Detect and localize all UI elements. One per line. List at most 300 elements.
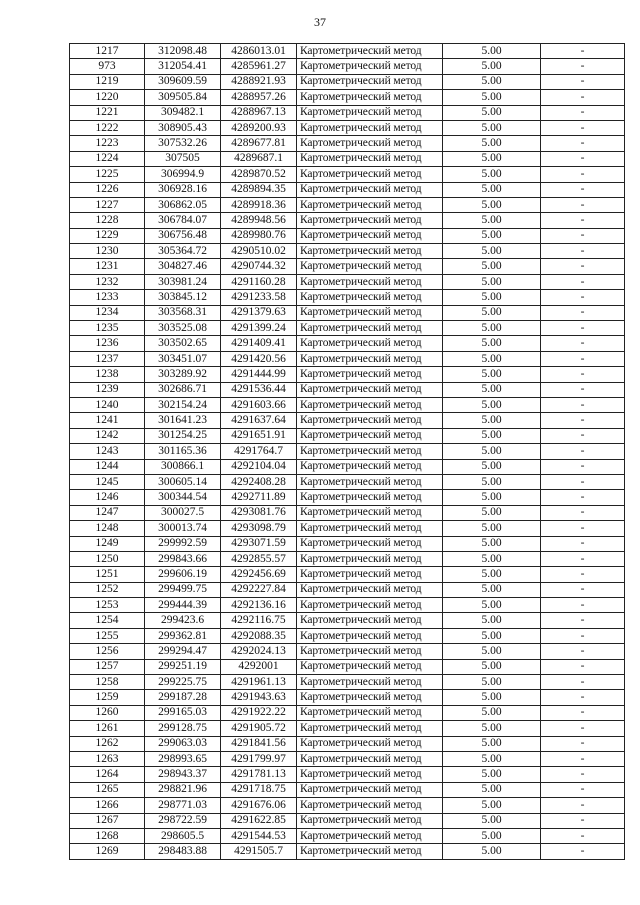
description-cell: - (541, 367, 625, 382)
point-number-cell: 1258 (70, 675, 145, 690)
method-cell: Картометрический метод (297, 382, 443, 397)
x-coordinate-cell: 298771.03 (145, 798, 221, 813)
table-row (70, 290, 625, 305)
x-coordinate-cell: 309482.1 (145, 105, 221, 120)
accuracy-cell: 5.00 (443, 675, 541, 690)
y-coordinate-cell: 4290510.02 (221, 244, 297, 259)
point-number-cell: 1247 (70, 505, 145, 520)
y-coordinate-cell: 4289948.56 (221, 213, 297, 228)
method-cell: Картометрический метод (297, 305, 443, 320)
accuracy-cell: 5.00 (443, 798, 541, 813)
x-coordinate-cell: 307532.26 (145, 136, 221, 151)
y-coordinate-cell: 4291922.22 (221, 705, 297, 720)
point-number-cell: 1235 (70, 321, 145, 336)
method-cell: Картометрический метод (297, 290, 443, 305)
point-number-cell: 1243 (70, 444, 145, 459)
method-cell: Картометрический метод (297, 782, 443, 797)
y-coordinate-cell: 4293071.59 (221, 536, 297, 551)
accuracy-cell: 5.00 (443, 74, 541, 89)
y-coordinate-cell: 4292456.69 (221, 567, 297, 582)
x-coordinate-cell: 300866.1 (145, 459, 221, 474)
method-cell: Картометрический метод (297, 598, 443, 613)
y-coordinate-cell: 4291718.75 (221, 782, 297, 797)
table-row (70, 551, 625, 566)
accuracy-cell: 5.00 (443, 167, 541, 182)
accuracy-cell: 5.00 (443, 182, 541, 197)
point-number-cell: 1242 (70, 428, 145, 443)
point-number-cell: 1250 (70, 551, 145, 566)
description-cell: - (541, 136, 625, 151)
method-cell: Картометрический метод (297, 428, 443, 443)
method-cell: Картометрический метод (297, 751, 443, 766)
table-row (70, 521, 625, 536)
y-coordinate-cell: 4291399.24 (221, 321, 297, 336)
point-number-cell: 973 (70, 59, 145, 74)
table-row (70, 59, 625, 74)
table-row (70, 567, 625, 582)
description-cell: - (541, 274, 625, 289)
y-coordinate-cell: 4291160.28 (221, 274, 297, 289)
accuracy-cell: 5.00 (443, 536, 541, 551)
point-number-cell: 1236 (70, 336, 145, 351)
y-coordinate-cell: 4291233.58 (221, 290, 297, 305)
description-cell: - (541, 213, 625, 228)
point-number-cell: 1255 (70, 628, 145, 643)
description-cell: - (541, 151, 625, 166)
accuracy-cell: 5.00 (443, 490, 541, 505)
x-coordinate-cell: 306994.9 (145, 167, 221, 182)
accuracy-cell: 5.00 (443, 105, 541, 120)
y-coordinate-cell: 4291603.66 (221, 397, 297, 412)
description-cell: - (541, 598, 625, 613)
x-coordinate-cell: 299225.75 (145, 675, 221, 690)
table-row (70, 182, 625, 197)
x-coordinate-cell: 299843.66 (145, 551, 221, 566)
point-number-cell: 1248 (70, 521, 145, 536)
table-row (70, 228, 625, 243)
description-cell: - (541, 767, 625, 782)
method-cell: Картометрический метод (297, 798, 443, 813)
point-number-cell: 1253 (70, 598, 145, 613)
y-coordinate-cell: 4292408.28 (221, 474, 297, 489)
table-row (70, 798, 625, 813)
description-cell: - (541, 659, 625, 674)
method-cell: Картометрический метод (297, 459, 443, 474)
y-coordinate-cell: 4290744.32 (221, 259, 297, 274)
method-cell: Картометрический метод (297, 628, 443, 643)
accuracy-cell: 5.00 (443, 598, 541, 613)
y-coordinate-cell: 4291799.97 (221, 751, 297, 766)
point-number-cell: 1259 (70, 690, 145, 705)
accuracy-cell: 5.00 (443, 628, 541, 643)
method-cell: Картометрический метод (297, 120, 443, 135)
method-cell: Картометрический метод (297, 675, 443, 690)
x-coordinate-cell: 302154.24 (145, 397, 221, 412)
method-cell: Картометрический метод (297, 274, 443, 289)
x-coordinate-cell: 299128.75 (145, 721, 221, 736)
method-cell: Картометрический метод (297, 336, 443, 351)
description-cell: - (541, 628, 625, 643)
y-coordinate-cell: 4292116.75 (221, 613, 297, 628)
x-coordinate-cell: 303568.31 (145, 305, 221, 320)
x-coordinate-cell: 299992.59 (145, 536, 221, 551)
table-row (70, 151, 625, 166)
point-number-cell: 1233 (70, 290, 145, 305)
method-cell: Картометрический метод (297, 521, 443, 536)
table-row (70, 705, 625, 720)
point-number-cell: 1256 (70, 644, 145, 659)
method-cell: Картометрический метод (297, 213, 443, 228)
method-cell: Картометрический метод (297, 197, 443, 212)
table-row (70, 505, 625, 520)
table-row (70, 259, 625, 274)
x-coordinate-cell: 303502.65 (145, 336, 221, 351)
y-coordinate-cell: 4292227.84 (221, 582, 297, 597)
method-cell: Картометрический метод (297, 397, 443, 412)
point-number-cell: 1269 (70, 844, 145, 859)
point-number-cell: 1234 (70, 305, 145, 320)
x-coordinate-cell: 307505 (145, 151, 221, 166)
x-coordinate-cell: 299606.19 (145, 567, 221, 582)
y-coordinate-cell: 4292711.89 (221, 490, 297, 505)
description-cell: - (541, 351, 625, 366)
method-cell: Картометрический метод (297, 536, 443, 551)
accuracy-cell: 5.00 (443, 59, 541, 74)
method-cell: Картометрический метод (297, 244, 443, 259)
x-coordinate-cell: 299423.6 (145, 613, 221, 628)
y-coordinate-cell: 4291420.56 (221, 351, 297, 366)
accuracy-cell: 5.00 (443, 459, 541, 474)
description-cell: - (541, 828, 625, 843)
point-number-cell: 1252 (70, 582, 145, 597)
method-cell: Картометрический метод (297, 167, 443, 182)
x-coordinate-cell: 299251.19 (145, 659, 221, 674)
description-cell: - (541, 105, 625, 120)
table-row (70, 490, 625, 505)
x-coordinate-cell: 299499.75 (145, 582, 221, 597)
method-cell: Картометрический метод (297, 90, 443, 105)
method-cell: Картометрический метод (297, 321, 443, 336)
method-cell: Картометрический метод (297, 659, 443, 674)
method-cell: Картометрический метод (297, 613, 443, 628)
accuracy-cell: 5.00 (443, 274, 541, 289)
table-row (70, 321, 625, 336)
method-cell: Картометрический метод (297, 690, 443, 705)
accuracy-cell: 5.00 (443, 290, 541, 305)
table-row (70, 659, 625, 674)
description-cell: - (541, 59, 625, 74)
y-coordinate-cell: 4291379.63 (221, 305, 297, 320)
point-number-cell: 1225 (70, 167, 145, 182)
x-coordinate-cell: 303981.24 (145, 274, 221, 289)
point-number-cell: 1222 (70, 120, 145, 135)
point-number-cell: 1237 (70, 351, 145, 366)
x-coordinate-cell: 300013.74 (145, 521, 221, 536)
accuracy-cell: 5.00 (443, 705, 541, 720)
table-row (70, 274, 625, 289)
method-cell: Картометрический метод (297, 413, 443, 428)
accuracy-cell: 5.00 (443, 413, 541, 428)
table-row (70, 120, 625, 135)
point-number-cell: 1238 (70, 367, 145, 382)
y-coordinate-cell: 4289687.1 (221, 151, 297, 166)
description-cell: - (541, 567, 625, 582)
method-cell: Картометрический метод (297, 105, 443, 120)
description-cell: - (541, 74, 625, 89)
accuracy-cell: 5.00 (443, 659, 541, 674)
method-cell: Картометрический метод (297, 228, 443, 243)
point-number-cell: 1261 (70, 721, 145, 736)
accuracy-cell: 5.00 (443, 582, 541, 597)
description-cell: - (541, 459, 625, 474)
table-row (70, 197, 625, 212)
accuracy-cell: 5.00 (443, 613, 541, 628)
description-cell: - (541, 44, 625, 59)
table-row (70, 74, 625, 89)
table-row (70, 828, 625, 843)
x-coordinate-cell: 298605.5 (145, 828, 221, 843)
description-cell: - (541, 90, 625, 105)
accuracy-cell: 5.00 (443, 551, 541, 566)
table-row (70, 844, 625, 859)
table-row (70, 721, 625, 736)
x-coordinate-cell: 308905.43 (145, 120, 221, 135)
y-coordinate-cell: 4286013.01 (221, 44, 297, 59)
method-cell: Картометрический метод (297, 490, 443, 505)
method-cell: Картометрический метод (297, 259, 443, 274)
table-row (70, 136, 625, 151)
description-cell: - (541, 167, 625, 182)
accuracy-cell: 5.00 (443, 751, 541, 766)
y-coordinate-cell: 4291505.7 (221, 844, 297, 859)
y-coordinate-cell: 4289894.35 (221, 182, 297, 197)
accuracy-cell: 5.00 (443, 336, 541, 351)
accuracy-cell: 5.00 (443, 44, 541, 59)
table-row (70, 751, 625, 766)
description-cell: - (541, 428, 625, 443)
method-cell: Картометрический метод (297, 474, 443, 489)
accuracy-cell: 5.00 (443, 844, 541, 859)
table-row (70, 582, 625, 597)
table-row (70, 598, 625, 613)
x-coordinate-cell: 299063.03 (145, 736, 221, 751)
y-coordinate-cell: 4292024.13 (221, 644, 297, 659)
description-cell: - (541, 782, 625, 797)
page-number: 37 (314, 15, 326, 29)
x-coordinate-cell: 309505.84 (145, 90, 221, 105)
coordinates-table-body (70, 44, 625, 860)
point-number-cell: 1220 (70, 90, 145, 105)
y-coordinate-cell: 4291961.13 (221, 675, 297, 690)
point-number-cell: 1231 (70, 259, 145, 274)
y-coordinate-cell: 4289980.76 (221, 228, 297, 243)
description-cell: - (541, 120, 625, 135)
accuracy-cell: 5.00 (443, 828, 541, 843)
method-cell: Картометрический метод (297, 813, 443, 828)
point-number-cell: 1241 (70, 413, 145, 428)
point-number-cell: 1229 (70, 228, 145, 243)
method-cell: Картометрический метод (297, 844, 443, 859)
method-cell: Картометрический метод (297, 736, 443, 751)
description-cell: - (541, 336, 625, 351)
table-row (70, 782, 625, 797)
x-coordinate-cell: 298993.65 (145, 751, 221, 766)
point-number-cell: 1240 (70, 397, 145, 412)
table-row (70, 767, 625, 782)
point-number-cell: 1266 (70, 798, 145, 813)
table-row (70, 690, 625, 705)
method-cell: Картометрический метод (297, 721, 443, 736)
description-cell: - (541, 290, 625, 305)
point-number-cell: 1224 (70, 151, 145, 166)
accuracy-cell: 5.00 (443, 244, 541, 259)
y-coordinate-cell: 4291905.72 (221, 721, 297, 736)
accuracy-cell: 5.00 (443, 567, 541, 582)
accuracy-cell: 5.00 (443, 197, 541, 212)
x-coordinate-cell: 298943.37 (145, 767, 221, 782)
method-cell: Картометрический метод (297, 567, 443, 582)
table-row (70, 536, 625, 551)
description-cell: - (541, 705, 625, 720)
y-coordinate-cell: 4291622.85 (221, 813, 297, 828)
point-number-cell: 1254 (70, 613, 145, 628)
method-cell: Картометрический метод (297, 367, 443, 382)
method-cell: Картометрический метод (297, 74, 443, 89)
y-coordinate-cell: 4292088.35 (221, 628, 297, 643)
y-coordinate-cell: 4291637.64 (221, 413, 297, 428)
method-cell: Картометрический метод (297, 351, 443, 366)
accuracy-cell: 5.00 (443, 397, 541, 412)
method-cell: Картометрический метод (297, 44, 443, 59)
x-coordinate-cell: 306756.48 (145, 228, 221, 243)
description-cell: - (541, 582, 625, 597)
table-row (70, 382, 625, 397)
y-coordinate-cell: 4291544.53 (221, 828, 297, 843)
description-cell: - (541, 397, 625, 412)
x-coordinate-cell: 299294.47 (145, 644, 221, 659)
table-row (70, 459, 625, 474)
table-row (70, 367, 625, 382)
method-cell: Картометрический метод (297, 582, 443, 597)
point-number-cell: 1265 (70, 782, 145, 797)
point-number-cell: 1223 (70, 136, 145, 151)
table-row (70, 167, 625, 182)
point-number-cell: 1260 (70, 705, 145, 720)
description-cell: - (541, 798, 625, 813)
description-cell: - (541, 644, 625, 659)
method-cell: Картометрический метод (297, 705, 443, 720)
point-number-cell: 1249 (70, 536, 145, 551)
x-coordinate-cell: 303289.92 (145, 367, 221, 382)
x-coordinate-cell: 298821.96 (145, 782, 221, 797)
x-coordinate-cell: 299444.39 (145, 598, 221, 613)
accuracy-cell: 5.00 (443, 321, 541, 336)
description-cell: - (541, 382, 625, 397)
table-row (70, 244, 625, 259)
accuracy-cell: 5.00 (443, 505, 541, 520)
table-row (70, 305, 625, 320)
accuracy-cell: 5.00 (443, 721, 541, 736)
x-coordinate-cell: 306784.07 (145, 213, 221, 228)
point-number-cell: 1227 (70, 197, 145, 212)
accuracy-cell: 5.00 (443, 767, 541, 782)
x-coordinate-cell: 303451.07 (145, 351, 221, 366)
method-cell: Картометрический метод (297, 182, 443, 197)
y-coordinate-cell: 4288921.93 (221, 74, 297, 89)
table-row (70, 413, 625, 428)
y-coordinate-cell: 4291651.91 (221, 428, 297, 443)
method-cell: Картометрический метод (297, 644, 443, 659)
x-coordinate-cell: 312054.41 (145, 59, 221, 74)
table-row (70, 44, 625, 59)
y-coordinate-cell: 4292855.57 (221, 551, 297, 566)
x-coordinate-cell: 306862.05 (145, 197, 221, 212)
accuracy-cell: 5.00 (443, 151, 541, 166)
x-coordinate-cell: 303845.12 (145, 290, 221, 305)
accuracy-cell: 5.00 (443, 305, 541, 320)
y-coordinate-cell: 4293081.76 (221, 505, 297, 520)
x-coordinate-cell: 306928.16 (145, 182, 221, 197)
point-number-cell: 1230 (70, 244, 145, 259)
accuracy-cell: 5.00 (443, 782, 541, 797)
y-coordinate-cell: 4292104.04 (221, 459, 297, 474)
y-coordinate-cell: 4289200.93 (221, 120, 297, 135)
x-coordinate-cell: 300027.5 (145, 505, 221, 520)
y-coordinate-cell: 4291676.06 (221, 798, 297, 813)
x-coordinate-cell: 302686.71 (145, 382, 221, 397)
x-coordinate-cell: 299165.03 (145, 705, 221, 720)
description-cell: - (541, 721, 625, 736)
y-coordinate-cell: 4288967.13 (221, 105, 297, 120)
x-coordinate-cell: 304827.46 (145, 259, 221, 274)
description-cell: - (541, 244, 625, 259)
x-coordinate-cell: 299362.81 (145, 628, 221, 643)
y-coordinate-cell: 4291444.99 (221, 367, 297, 382)
x-coordinate-cell: 301254.25 (145, 428, 221, 443)
description-cell: - (541, 536, 625, 551)
table-row (70, 675, 625, 690)
x-coordinate-cell: 298722.59 (145, 813, 221, 828)
description-cell: - (541, 321, 625, 336)
y-coordinate-cell: 4292136.16 (221, 598, 297, 613)
x-coordinate-cell: 309609.59 (145, 74, 221, 89)
y-coordinate-cell: 4291781.13 (221, 767, 297, 782)
table-row (70, 444, 625, 459)
accuracy-cell: 5.00 (443, 120, 541, 135)
description-cell: - (541, 690, 625, 705)
table-row (70, 428, 625, 443)
description-cell: - (541, 736, 625, 751)
accuracy-cell: 5.00 (443, 228, 541, 243)
description-cell: - (541, 844, 625, 859)
y-coordinate-cell: 4292001 (221, 659, 297, 674)
accuracy-cell: 5.00 (443, 382, 541, 397)
table-row (70, 336, 625, 351)
y-coordinate-cell: 4289677.81 (221, 136, 297, 151)
point-number-cell: 1267 (70, 813, 145, 828)
table-row (70, 90, 625, 105)
accuracy-cell: 5.00 (443, 259, 541, 274)
method-cell: Картометрический метод (297, 767, 443, 782)
table-row (70, 397, 625, 412)
y-coordinate-cell: 4293098.79 (221, 521, 297, 536)
accuracy-cell: 5.00 (443, 213, 541, 228)
table-row (70, 628, 625, 643)
accuracy-cell: 5.00 (443, 644, 541, 659)
method-cell: Картометрический метод (297, 505, 443, 520)
point-number-cell: 1251 (70, 567, 145, 582)
table-row (70, 613, 625, 628)
